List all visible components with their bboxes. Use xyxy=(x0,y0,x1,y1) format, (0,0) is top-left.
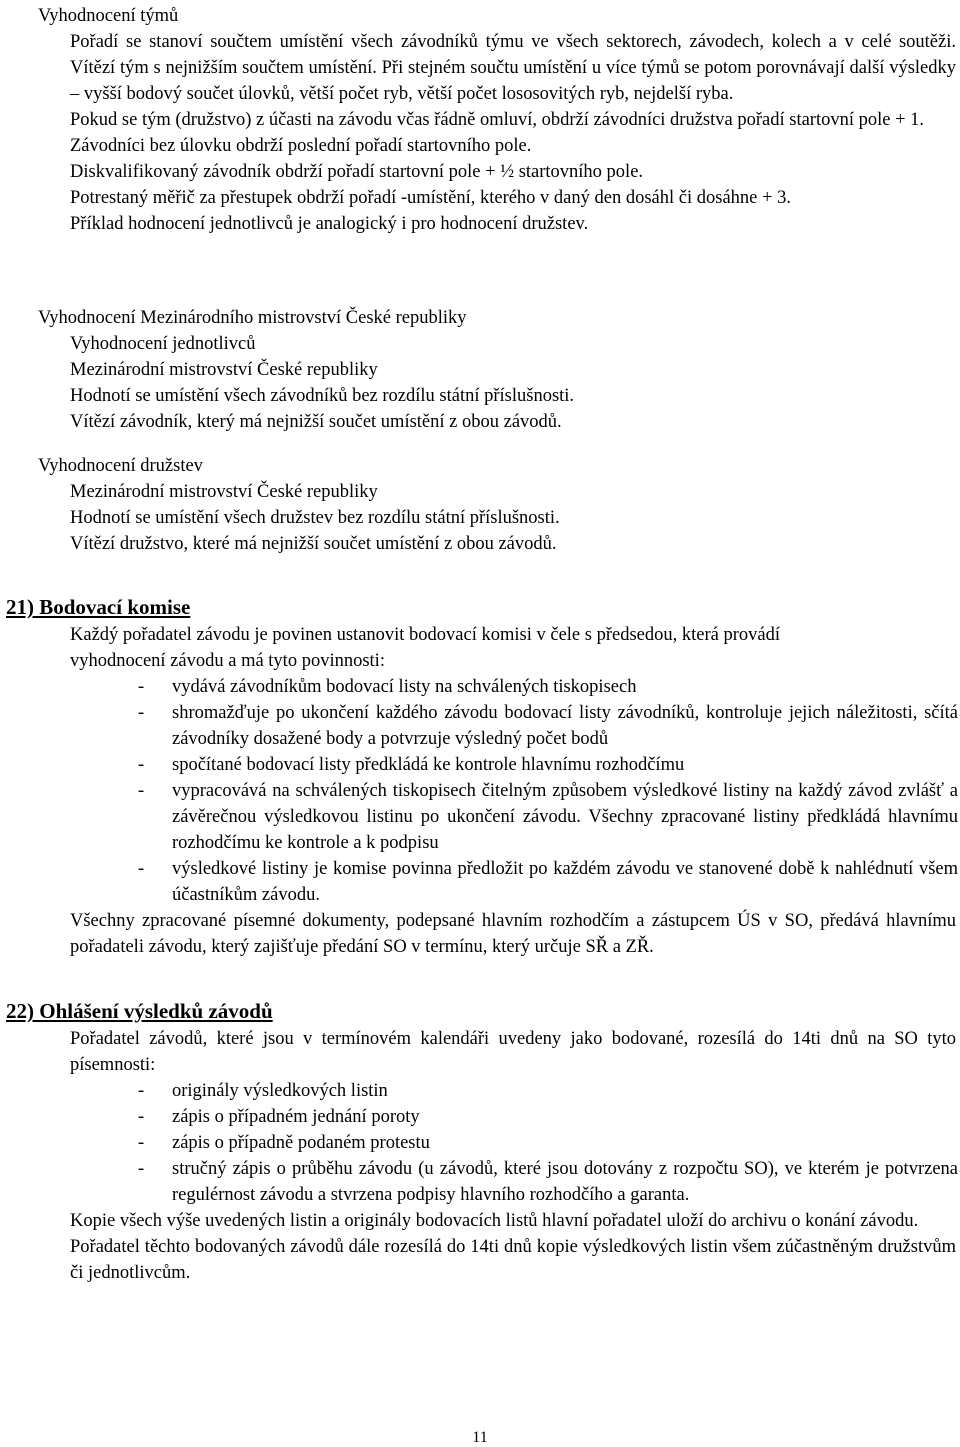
section-22-intro: Pořadatel závodů, které jsou v termínovém kalendáři uvedeny jako bodované, rozesílá do 14ti dnů na SO tyto písemnosti: xyxy=(70,1029,956,1075)
team-heading: Vyhodnocení týmů xyxy=(38,6,179,26)
section-21-title: 21) Bodovací komise xyxy=(6,595,191,619)
list-item xyxy=(138,1078,958,1104)
teams-eval-line: Vítězí družstvo, které má nejnižší součet umístění z obou závodů. xyxy=(70,534,557,554)
list-dash: - xyxy=(138,1133,145,1153)
list-item xyxy=(138,1130,958,1156)
list-item xyxy=(138,1104,958,1130)
teams-eval-line: Mezinárodní mistrovství České republiky xyxy=(70,482,378,502)
teams-eval-section xyxy=(0,453,960,557)
list-item xyxy=(138,752,958,778)
list-item xyxy=(138,674,958,700)
list-item-text: stručný zápis o průběhu závodu (u závodů, které jsou dotovány z rozpočtu SO), ve kterém je potvrzena regulérnost závodu a stvrzena podpisy hlavního rozhodčího a garanta. xyxy=(172,1159,958,1205)
list-item-text: originály výsledkových listin xyxy=(172,1081,388,1101)
list-dash: - xyxy=(138,859,145,879)
list-item-text: vypracovává na schválených tiskopisech čitelným způsobem výsledkové listiny na každý závod zvlášť a závěrečnou výsledkovou listinu po ukončení závodu. Všechny zpracované listiny předkládá hlavnímu rozhodčímu ke kontrole a k podpisu xyxy=(172,781,958,853)
team-paragraph: Pořadí se stanoví součtem umístění všech závodníků týmu ve všech sektorech, závodech, kolech a v celé soutěži. Vítězí tým s nejnižším součtem umístění. Při stejném součtu umístění u více týmů se potom porovnávají další výsledky – vyšší bodový součet úlovků, větší počet ryb, větší počet lososovitých ryb, nejdelší ryba. xyxy=(70,32,956,104)
list-dash: - xyxy=(138,1081,145,1101)
team-paragraph: Pokud se tým (družstvo) z účasti na závodu včas řádně omluví, obdrží závodníci družstva pořadí startovní pole + 1. xyxy=(70,110,925,130)
section-21-intro: Každý pořadatel závodu je povinen ustanovit bodovací komisi v čele s předsedou, která provádí vyhodnocení závodu a má tyto povinnosti: xyxy=(70,625,780,671)
list-item xyxy=(138,700,958,752)
page-number: 11 xyxy=(472,1429,488,1446)
list-item xyxy=(138,1156,958,1208)
list-item xyxy=(138,778,958,856)
international-line: Mezinárodní mistrovství České republiky xyxy=(70,360,378,380)
list-dash: - xyxy=(138,1107,145,1127)
list-item-text: zápis o případném jednání poroty xyxy=(172,1107,420,1127)
teams-eval-line: Hodnotí se umístění všech družstev bez rozdílu státní příslušnosti. xyxy=(70,508,560,528)
international-heading: Vyhodnocení Mezinárodního mistrovství České republiky xyxy=(38,308,467,328)
international-line: Hodnotí se umístění všech závodníků bez rozdílu státní příslušnosti. xyxy=(70,386,575,406)
team-section xyxy=(0,3,960,237)
list-dash: - xyxy=(138,755,145,775)
section-22 xyxy=(0,996,960,1286)
international-line: Vítězí závodník, který má nejnižší součet umístění z obou závodů. xyxy=(70,412,562,432)
international-section xyxy=(0,305,960,435)
section-21 xyxy=(0,592,960,960)
list-dash: - xyxy=(138,677,145,697)
section-22-paragraph: Kopie všech výše uvedených listin a originály bodovacích listů hlavní pořadatel uloží do archivu o konání závodu. xyxy=(70,1211,919,1231)
list-dash: - xyxy=(138,1159,145,1179)
list-item-text: zápis o případně podaném protestu xyxy=(172,1133,430,1153)
team-paragraph: Příklad hodnocení jednotlivců je analogický i pro hodnocení družstev. xyxy=(70,214,589,234)
list-item-text: vydává závodníkům bodovací listy na schválených tiskopisech xyxy=(172,677,637,697)
section-22-paragraph: Pořadatel těchto bodovaných závodů dále rozesílá do 14ti dnů kopie výsledkových listin všem zúčastněným družstvům či jednotlivcům. xyxy=(70,1237,956,1283)
list-item-text: shromažďuje po ukončení každého závodu bodovací listy závodníků, kontroluje jejich náležitosti, sčítá závodníky dosažené body a potvrzuje výsledný počet bodů xyxy=(172,703,958,749)
list-dash: - xyxy=(138,703,145,723)
team-paragraph: Závodníci bez úlovku obdrží poslední pořadí startovního pole. xyxy=(70,136,532,156)
international-line: Vyhodnocení jednotlivců xyxy=(70,334,256,354)
section-21-outro: Všechny zpracované písemné dokumenty, podepsané hlavním rozhodčím a zástupcem ÚS v SO, předává hlavnímu pořadateli závodu, který zajišťuje předání SO v termínu, který určuje SŘ a ZŘ. xyxy=(70,911,956,957)
list-item xyxy=(138,856,958,908)
list-item-text: spočítané bodovací listy předkládá ke kontrole hlavnímu rozhodčímu xyxy=(172,755,685,775)
section-22-title: 22) Ohlášení výsledků závodů xyxy=(6,999,273,1023)
list-item-text: výsledkové listiny je komise povinna předložit po každém závodu ve stanovené době k nahlédnutí všem účastníkům závodu. xyxy=(172,859,958,905)
teams-eval-heading: Vyhodnocení družstev xyxy=(38,456,203,476)
team-paragraph: Potrestaný měřič za přestupek obdrží pořadí -umístění, kterého v daný den dosáhl či dosáhne + 3. xyxy=(70,188,791,208)
list-dash: - xyxy=(138,781,145,801)
team-paragraph: Diskvalifikovaný závodník obdrží pořadí startovní pole + ½ startovního pole. xyxy=(70,162,644,182)
